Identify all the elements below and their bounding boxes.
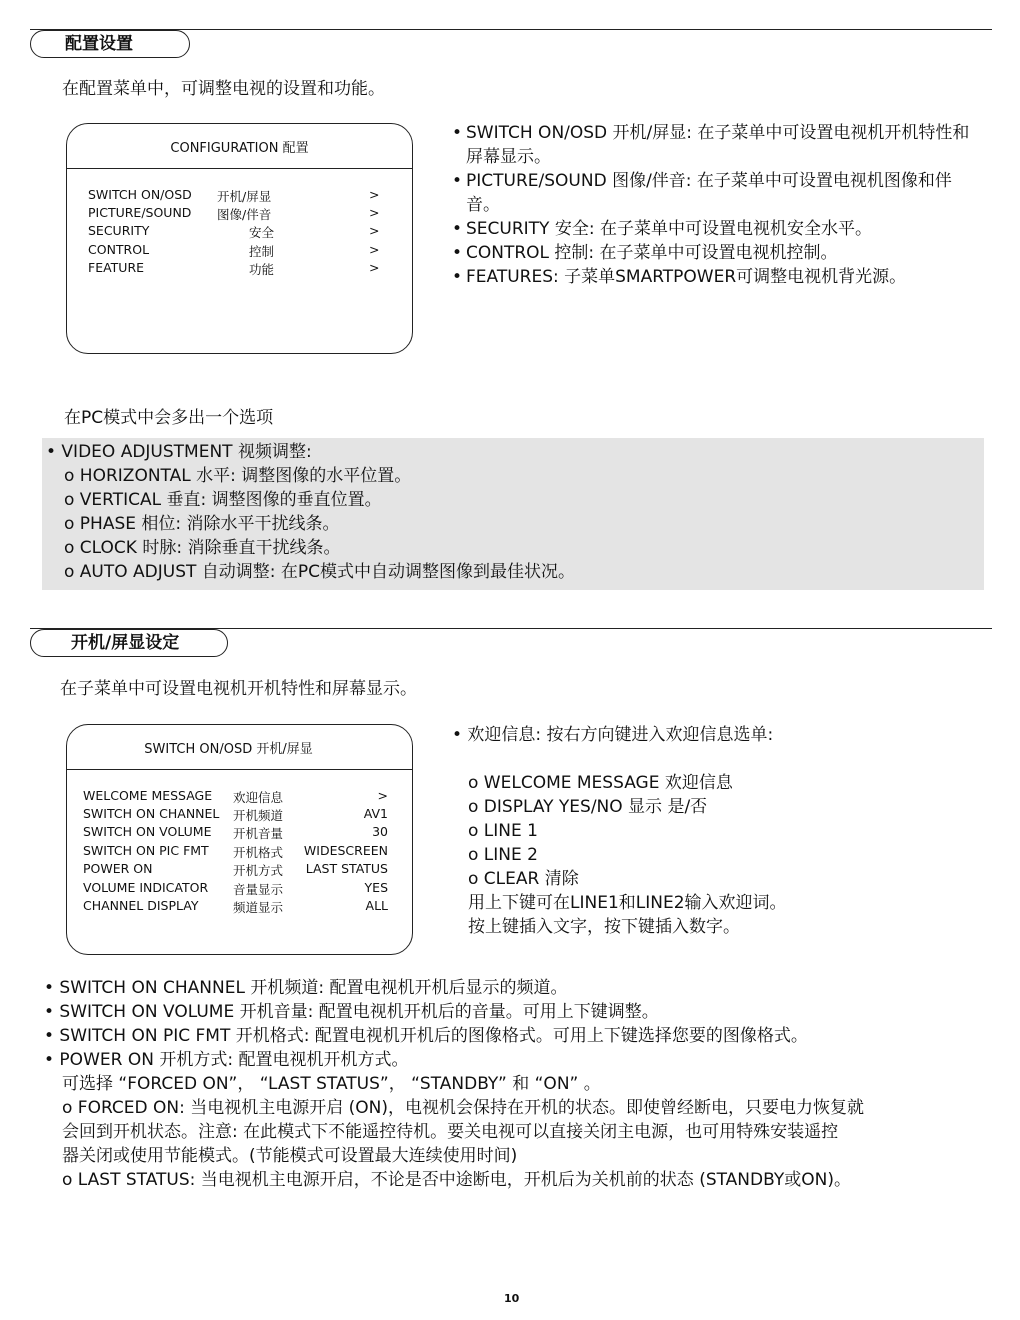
menu-row-cn: 开机频道 xyxy=(233,808,284,823)
bottom-line: 器关闭或使用节能模式。(节能模式可设置最大连续使用时间) xyxy=(62,1146,518,1166)
menu-title: CONFIGURATION 配置 xyxy=(170,141,309,156)
bullet-item: • PICTURE/SOUND 图像/伴音: 在子菜单中可设置电视机图像和伴音。 xyxy=(452,169,972,217)
menu-row xyxy=(67,205,412,223)
welcome-item: o WELCOME MESSAGE 欢迎信息 xyxy=(468,773,733,793)
chevron-right-icon: > xyxy=(369,242,380,257)
menu-row-cn: 安全 xyxy=(249,225,275,240)
menu-separator xyxy=(67,168,412,169)
bullet-item: • SECURITY 安全: 在子菜单中可设置电视机安全水平。 xyxy=(452,217,972,241)
welcome-note: 用上下键可在LINE1和LINE2输入欢迎词。 xyxy=(468,893,787,913)
page-number: 10 xyxy=(504,1292,520,1305)
menu-row-value: 30 xyxy=(372,824,388,839)
menu-row-en: SECURITY xyxy=(88,223,150,238)
menu-row-en: SWITCH ON PIC FMT xyxy=(83,843,209,858)
menu-row-value: YES xyxy=(364,880,388,895)
menu-row-en: WELCOME MESSAGE xyxy=(83,788,213,803)
menu-row-cn: 图像/伴音 xyxy=(217,207,272,222)
menu-row-cn: 控制 xyxy=(249,244,275,259)
section1-intro: 在配置菜单中，可调整电视的设置和功能。 xyxy=(62,79,385,99)
menu-row-cn: 开机音量 xyxy=(233,826,284,841)
menu-row-en: SWITCH ON/OSD xyxy=(88,187,192,202)
menu-row-cn: 功能 xyxy=(249,262,275,277)
menu-row-en: SWITCH ON CHANNEL xyxy=(83,806,220,821)
chevron-right-icon: > xyxy=(369,205,380,220)
bottom-line: • SWITCH ON PIC FMT 开机格式: 配置电视机开机后的图像格式。可用上下键选择您要的图像格式。 xyxy=(44,1026,808,1046)
menu-row xyxy=(67,861,412,879)
menu-row-value: AV1 xyxy=(363,806,388,821)
menu-row xyxy=(67,880,412,898)
menu-row xyxy=(67,187,412,205)
menu-row xyxy=(67,806,412,824)
bullet-item: • CONTROL 控制: 在子菜单中可设置电视机控制。 xyxy=(452,241,972,265)
menu-row-value: LAST STATUS xyxy=(305,861,388,876)
menu-row-en: FEATURE xyxy=(88,260,145,275)
video-item: o AUTO ADJUST 自动调整: 在PC模式中自动调整图像到最佳状况。 xyxy=(64,562,576,582)
menu-row xyxy=(67,223,412,241)
welcome-note: 按上键插入文字，按下键插入数字。 xyxy=(468,917,740,937)
menu-row-cn: 音量显示 xyxy=(233,882,284,897)
menu-row-en: CONTROL xyxy=(88,242,150,257)
menu-row-cn: 欢迎信息 xyxy=(233,790,284,805)
menu-row xyxy=(67,788,412,806)
pc-mode-note: 在PC模式中会多出一个选项 xyxy=(64,408,274,428)
bullet-item: • SWITCH ON/OSD 开机/屏显: 在子菜单中可设置电视机开机特性和屏幕显示。 xyxy=(452,121,972,169)
menu-row-value: WIDESCREEN xyxy=(303,843,388,858)
bottom-line: • SWITCH ON VOLUME 开机音量: 配置电视机开机后的音量。可用上下键调整。 xyxy=(44,1002,659,1022)
menu-row-cn: 开机/屏显 xyxy=(217,189,272,204)
menu-row-cn: 频道显示 xyxy=(233,900,284,915)
chevron-right-icon: > xyxy=(369,187,380,202)
video-item: o HORIZONTAL 水平: 调整图像的水平位置。 xyxy=(64,466,412,486)
menu-row-value: ALL xyxy=(365,898,388,913)
bottom-line: • POWER ON 开机方式: 配置电视机开机方式。 xyxy=(44,1050,409,1070)
bottom-line: o FORCED ON: 当电视机主电源开启 (ON)，电视机会保持在开机的状态。即使曾经断电，只要电力恢复就 xyxy=(62,1098,865,1118)
menu-row-en: POWER ON xyxy=(83,861,153,876)
video-item: o PHASE 相位: 消除水平干扰线条。 xyxy=(64,514,340,534)
video-item: o CLOCK 时脉: 消除垂直干扰线条。 xyxy=(64,538,341,558)
welcome-item: o LINE 2 xyxy=(468,845,538,865)
chevron-right-icon: > xyxy=(369,260,380,275)
menu-row xyxy=(67,242,412,260)
menu-row-cn: 开机格式 xyxy=(233,845,284,860)
menu-row-en: VOLUME INDICATOR xyxy=(83,880,209,895)
section2-title: 开机/屏显设定 xyxy=(30,629,228,657)
section2-intro: 在子菜单中可设置电视机开机特性和屏幕显示。 xyxy=(60,679,417,699)
bottom-line: • SWITCH ON CHANNEL 开机频道: 配置电视机开机后显示的频道。 xyxy=(44,978,568,998)
welcome-item: o CLEAR 清除 xyxy=(468,869,579,889)
menu-row xyxy=(67,843,412,861)
menu-separator xyxy=(67,769,412,770)
bullet-item: • FEATURES: 子菜单SMARTPOWER可调整电视机背光源。 xyxy=(452,265,972,289)
menu-row-en: PICTURE/SOUND xyxy=(88,205,192,220)
menu-row-en: CHANNEL DISPLAY xyxy=(83,898,199,913)
menu-row xyxy=(67,260,412,278)
configuration-menu xyxy=(66,123,413,354)
section1-title: 配置设置 xyxy=(30,30,190,58)
menu-row xyxy=(67,824,412,842)
video-adjustment-heading: • VIDEO ADJUSTMENT 视频调整: xyxy=(46,442,312,462)
menu-row-en: SWITCH ON VOLUME xyxy=(83,824,212,839)
welcome-item: o LINE 1 xyxy=(468,821,538,841)
menu-title: SWITCH ON/OSD 开机/屏显 xyxy=(144,742,313,757)
menu-row-cn: 开机方式 xyxy=(233,863,284,878)
bottom-line: 会回到开机状态。注意: 在此模式下不能遥控待机。要关电视可以直接关闭主电源，也可用特殊安装遥控 xyxy=(62,1122,839,1142)
switch-on-osd-menu xyxy=(66,724,413,955)
menu-row xyxy=(67,898,412,916)
welcome-item: o DISPLAY YES/NO 显示 是/否 xyxy=(468,797,708,817)
bottom-line: 可选择 “FORCED ON”， “LAST STATUS”， “STANDBY” 和 “ON” 。 xyxy=(62,1074,601,1094)
welcome-heading: • 欢迎信息: 按右方向键进入欢迎信息选单: xyxy=(452,725,774,745)
section1-bullets xyxy=(452,121,972,289)
chevron-right-icon: > xyxy=(377,788,388,803)
video-item: o VERTICAL 垂直: 调整图像的垂直位置。 xyxy=(64,490,382,510)
chevron-right-icon: > xyxy=(369,223,380,238)
bottom-line: o LAST STATUS: 当电视机主电源开启，不论是否中途断电，开机后为关机前的状态 (STANDBY或ON)。 xyxy=(62,1170,851,1190)
